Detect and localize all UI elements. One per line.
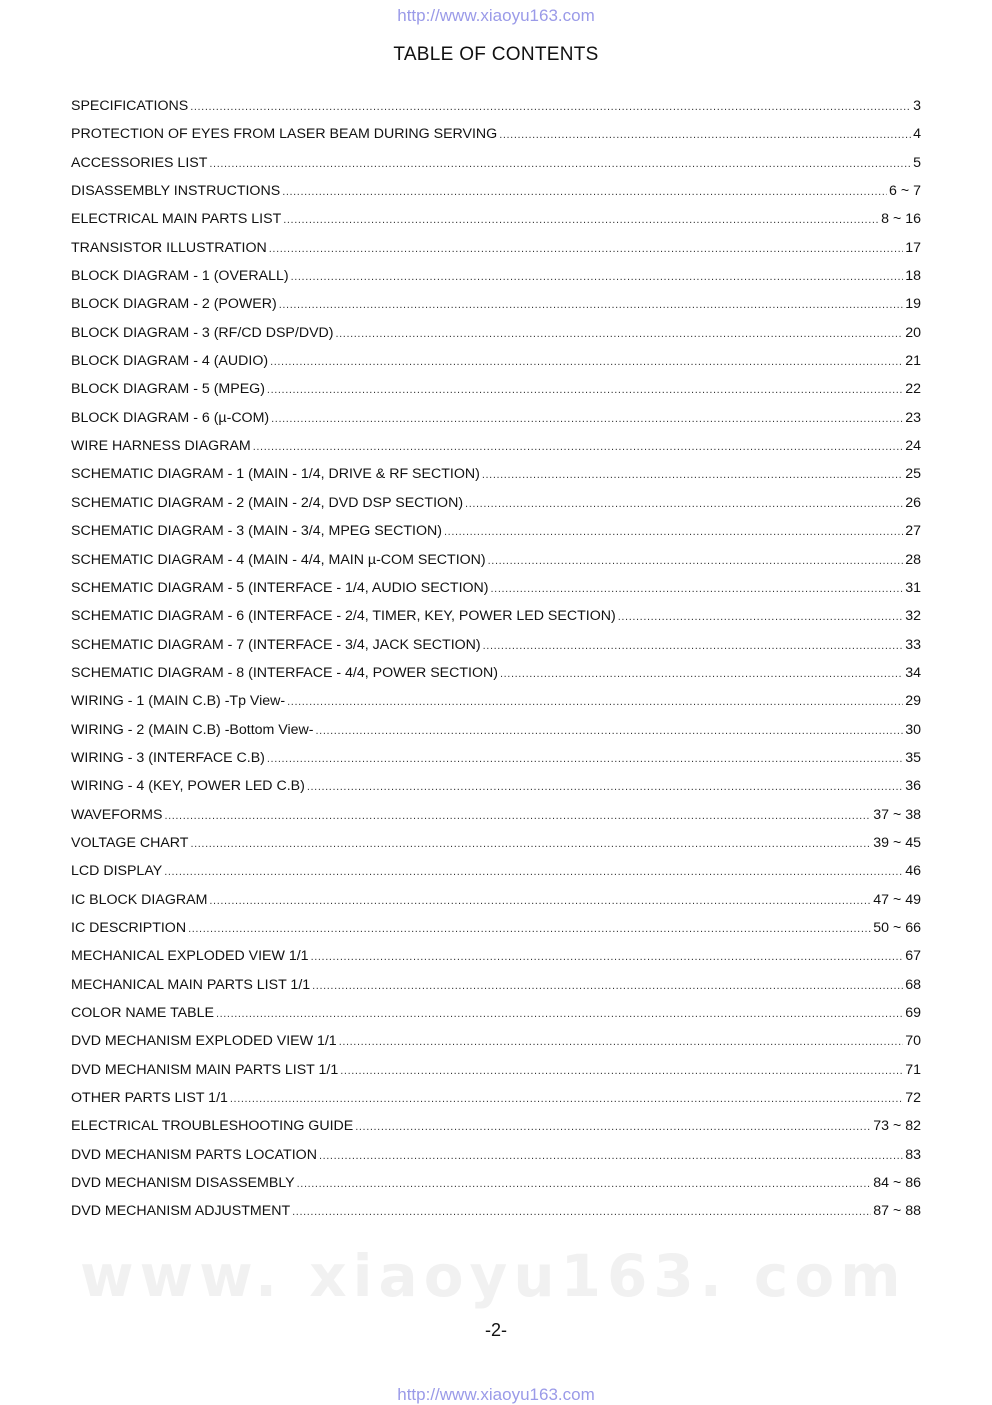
dot-leader <box>319 1150 903 1162</box>
toc-entry[interactable] <box>71 1033 921 1061</box>
dot-leader <box>336 328 904 340</box>
toc-entry-label: SCHEMATIC DIAGRAM - 3 (MAIN - 3/4, MPEG SECTION) <box>71 523 443 540</box>
dot-leader <box>283 214 879 226</box>
dot-leader <box>297 1178 872 1190</box>
header-url[interactable]: http://www.xiaoyu163.com <box>397 6 595 25</box>
toc-entry[interactable] <box>71 693 921 721</box>
dot-leader <box>267 384 903 396</box>
toc-entry-label: DVD MECHANISM DISASSEMBLY <box>71 1175 295 1192</box>
page-title: TABLE OF CONTENTS <box>393 44 599 65</box>
dot-leader <box>164 810 871 822</box>
toc-entry-label: ELECTRICAL TROUBLESHOOTING GUIDE <box>71 1118 354 1135</box>
toc-entry[interactable] <box>71 211 921 239</box>
dot-leader <box>292 1206 871 1218</box>
toc-entry[interactable] <box>71 438 921 466</box>
toc-entry-page: 84 ~ 86 <box>873 1175 921 1192</box>
toc-entry[interactable] <box>71 863 921 891</box>
toc-entry[interactable] <box>71 722 921 750</box>
toc-entry-page: 67 <box>905 948 921 965</box>
dot-leader <box>311 951 904 963</box>
dot-leader <box>307 781 903 793</box>
dot-leader <box>483 640 904 652</box>
toc-entry-label: DVD MECHANISM ADJUSTMENT <box>71 1203 291 1220</box>
toc-entry-label: BLOCK DIAGRAM - 5 (MPEG) <box>71 381 265 398</box>
toc-entry[interactable] <box>71 1147 921 1175</box>
toc-entry-label: VOLTAGE CHART <box>71 834 189 851</box>
dot-leader <box>618 611 903 623</box>
toc-entry-label: COLOR NAME TABLE <box>71 1005 214 1021</box>
toc-list <box>71 98 921 1232</box>
dot-leader <box>491 583 904 595</box>
toc-entry-page: 23 <box>905 409 921 426</box>
toc-entry[interactable] <box>71 523 921 551</box>
toc-entry[interactable] <box>71 580 921 608</box>
toc-entry-page: 31 <box>905 579 921 596</box>
toc-entry-page: 25 <box>905 466 921 483</box>
dot-leader <box>499 129 911 141</box>
toc-entry-label: DVD MECHANISM EXPLODED VIEW 1/1 <box>71 1033 337 1050</box>
toc-entry-page: 50 ~ 66 <box>873 919 921 936</box>
toc-entry-label: PROTECTION OF EYES FROM LASER BEAM DURING SERVING <box>71 126 498 143</box>
toc-entry-page: 22 <box>905 381 921 398</box>
toc-entry-label: DVD MECHANISM MAIN PARTS LIST 1/1 <box>71 1061 339 1078</box>
toc-entry-label: BLOCK DIAGRAM - 4 (AUDIO) <box>71 353 269 370</box>
dot-leader <box>269 243 903 255</box>
toc-entry-page: 26 <box>905 494 921 511</box>
dot-leader <box>316 725 904 737</box>
toc-entry[interactable] <box>71 98 921 126</box>
toc-entry-label: ACCESSORIES LIST <box>71 154 208 171</box>
dot-leader <box>271 413 903 425</box>
toc-entry-page: 32 <box>905 608 921 625</box>
toc-entry-page: 27 <box>905 523 921 540</box>
toc-entry-page: 71 <box>905 1061 921 1078</box>
toc-entry[interactable] <box>71 637 921 665</box>
toc-entry-page: 34 <box>905 664 921 681</box>
toc-entry-page: 47 ~ 49 <box>873 891 921 908</box>
toc-entry[interactable] <box>71 1005 921 1033</box>
toc-entry-label: WIRING - 1 (MAIN C.B) -Tp View- <box>71 693 286 710</box>
dot-leader <box>188 923 871 935</box>
toc-entry-page: 69 <box>905 1005 921 1021</box>
toc-entry-page: 87 ~ 88 <box>873 1203 921 1220</box>
toc-entry-label: DVD MECHANISM PARTS LOCATION <box>71 1146 317 1163</box>
toc-entry-label: WIRING - 4 (KEY, POWER LED C.B) <box>71 778 305 795</box>
toc-entry-page: 21 <box>905 353 921 370</box>
toc-entry[interactable] <box>71 353 921 381</box>
dot-leader <box>253 441 903 453</box>
toc-entry-label: SCHEMATIC DIAGRAM - 5 (INTERFACE - 1/4, AUDIO SECTION) <box>71 579 489 596</box>
toc-entry-label: DISASSEMBLY INSTRUCTIONS <box>71 183 281 200</box>
toc-entry-page: 19 <box>905 296 921 313</box>
toc-entry-label: SCHEMATIC DIAGRAM - 4 (MAIN - 4/4, MAIN µ-COM SECTION) <box>71 551 486 568</box>
toc-entry-label: MECHANICAL MAIN PARTS LIST 1/1 <box>71 976 311 993</box>
toc-entry-label: BLOCK DIAGRAM - 1 (OVERALL) <box>71 268 289 285</box>
toc-entry[interactable] <box>71 381 921 409</box>
page-number: -2- <box>485 1320 507 1340</box>
dot-leader <box>339 1036 904 1048</box>
toc-entry-page: 8 ~ 16 <box>881 211 921 228</box>
toc-entry-page: 72 <box>905 1090 921 1107</box>
toc-entry[interactable] <box>71 126 921 154</box>
dot-leader <box>500 668 903 680</box>
toc-entry-label: SCHEMATIC DIAGRAM - 7 (INTERFACE - 3/4, JACK SECTION) <box>71 636 481 653</box>
toc-entry[interactable] <box>71 155 921 183</box>
footer-url[interactable]: http://www.xiaoyu163.com <box>397 1385 595 1404</box>
toc-entry[interactable] <box>71 948 921 976</box>
toc-entry-page: 4 <box>913 126 921 143</box>
toc-entry[interactable] <box>71 835 921 863</box>
toc-entry-label: MECHANICAL EXPLODED VIEW 1/1 <box>71 948 309 965</box>
toc-entry[interactable] <box>71 608 921 636</box>
dot-leader <box>230 1093 903 1105</box>
toc-entry-label: WIRING - 2 (MAIN C.B) -Bottom View- <box>71 721 314 738</box>
toc-entry[interactable] <box>71 1175 921 1203</box>
dot-leader <box>488 555 904 567</box>
toc-entry-page: 37 ~ 38 <box>873 806 921 823</box>
toc-entry[interactable] <box>71 268 921 296</box>
dot-leader <box>190 838 871 850</box>
watermark: www. xiaoyu163. com <box>80 1242 907 1310</box>
toc-entry[interactable] <box>71 240 921 268</box>
toc-entry[interactable] <box>71 1062 921 1090</box>
toc-entry-page: 28 <box>905 551 921 568</box>
toc-entry-label: SCHEMATIC DIAGRAM - 2 (MAIN - 2/4, DVD DSP SECTION) <box>71 494 464 511</box>
toc-entry[interactable] <box>71 750 921 778</box>
toc-entry-page: 3 <box>913 98 921 114</box>
dot-leader <box>270 356 903 368</box>
toc-entry[interactable] <box>71 977 921 1005</box>
toc-entry[interactable] <box>71 410 921 438</box>
toc-entry-label: TRANSISTOR ILLUSTRATION <box>71 239 267 256</box>
toc-entry[interactable] <box>71 665 921 693</box>
toc-entry-label: WIRE HARNESS DIAGRAM <box>71 438 251 455</box>
toc-entry[interactable] <box>71 495 921 523</box>
toc-entry-label: LCD DISPLAY <box>71 863 163 880</box>
dot-leader <box>444 526 903 538</box>
toc-entry-page: 83 <box>905 1146 921 1163</box>
toc-entry[interactable] <box>71 1118 921 1146</box>
toc-entry-label: WIRING - 3 (INTERFACE C.B) <box>71 749 265 766</box>
dot-leader <box>312 980 903 992</box>
dot-leader <box>465 498 903 510</box>
toc-entry-label: SCHEMATIC DIAGRAM - 1 (MAIN - 1/4, DRIVE & RF SECTION) <box>71 466 480 483</box>
toc-entry-page: 29 <box>905 693 921 710</box>
dot-leader <box>209 895 871 907</box>
toc-entry-label: BLOCK DIAGRAM - 2 (POWER) <box>71 296 277 313</box>
toc-entry[interactable] <box>71 183 921 211</box>
toc-entry-label: OTHER PARTS LIST 1/1 <box>71 1090 228 1107</box>
dot-leader <box>164 866 903 878</box>
toc-entry-page: 5 <box>913 154 921 171</box>
dot-leader <box>355 1121 871 1133</box>
toc-entry[interactable] <box>71 552 921 580</box>
toc-entry-page: 36 <box>905 778 921 795</box>
toc-entry-label: IC DESCRIPTION <box>71 919 187 936</box>
toc-entry-label: ELECTRICAL MAIN PARTS LIST <box>71 211 282 228</box>
toc-entry-label: SCHEMATIC DIAGRAM - 6 (INTERFACE - 2/4, TIMER, KEY, POWER LED SECTION) <box>71 608 616 625</box>
toc-entry-page: 20 <box>905 324 921 341</box>
toc-entry[interactable] <box>71 778 921 806</box>
dot-leader <box>291 271 904 283</box>
toc-entry[interactable] <box>71 296 921 324</box>
dot-leader <box>216 1008 903 1020</box>
toc-entry-label: IC BLOCK DIAGRAM <box>71 891 208 908</box>
dot-leader <box>279 299 903 311</box>
dot-leader <box>287 696 903 708</box>
toc-entry[interactable] <box>71 466 921 494</box>
dot-leader <box>190 101 911 113</box>
toc-entry[interactable] <box>71 892 921 920</box>
toc-entry-page: 35 <box>905 749 921 766</box>
toc-entry[interactable] <box>71 1090 921 1118</box>
toc-entry[interactable] <box>71 325 921 353</box>
toc-entry-page: 24 <box>905 438 921 455</box>
toc-entry-label: SPECIFICATIONS <box>71 98 189 114</box>
toc-entry-page: 39 ~ 45 <box>873 834 921 851</box>
toc-entry-page: 46 <box>905 863 921 880</box>
dot-leader <box>282 186 887 198</box>
dot-leader <box>267 753 903 765</box>
toc-entry-label: WAVEFORMS <box>71 806 163 823</box>
toc-entry-label: SCHEMATIC DIAGRAM - 8 (INTERFACE - 4/4, POWER SECTION) <box>71 664 498 681</box>
toc-entry-page: 17 <box>905 239 921 256</box>
toc-entry[interactable] <box>71 807 921 835</box>
toc-entry-label: BLOCK DIAGRAM - 3 (RF/CD DSP/DVD) <box>71 324 334 341</box>
toc-entry-page: 18 <box>905 268 921 285</box>
toc-entry-page: 70 <box>905 1033 921 1050</box>
dot-leader <box>209 158 911 170</box>
dot-leader <box>340 1065 903 1077</box>
toc-entry[interactable] <box>71 920 921 948</box>
toc-entry-page: 33 <box>905 636 921 653</box>
dot-leader <box>482 469 903 481</box>
toc-entry-page: 6 ~ 7 <box>889 183 921 200</box>
toc-entry-page: 73 ~ 82 <box>873 1118 921 1135</box>
toc-entry-label: BLOCK DIAGRAM - 6 (µ-COM) <box>71 409 270 426</box>
toc-entry-page: 30 <box>905 721 921 738</box>
toc-entry-page: 68 <box>905 976 921 993</box>
toc-entry[interactable] <box>71 1203 921 1231</box>
